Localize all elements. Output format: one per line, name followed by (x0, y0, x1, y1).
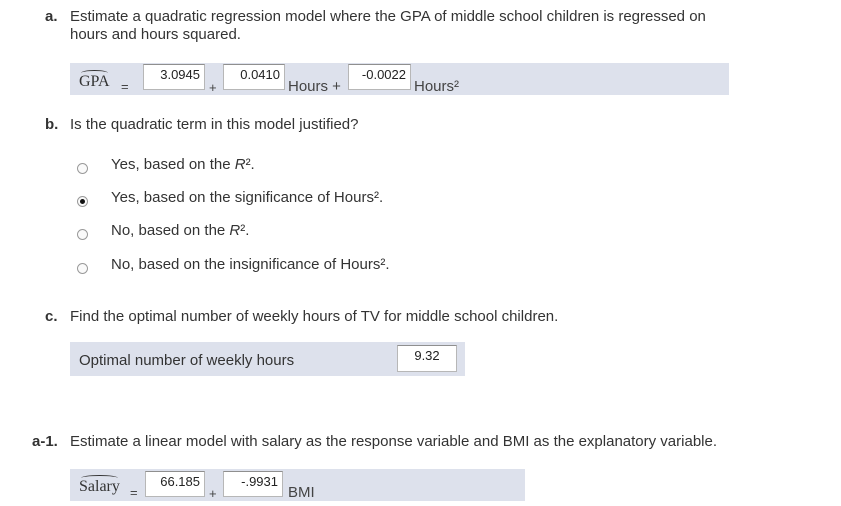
radio-no-r-squared[interactable] (77, 229, 88, 240)
equals-sign-a1: = (130, 485, 138, 500)
bmi-coefficient-input[interactable]: -.9931 (223, 471, 283, 497)
option-yes-significance: Yes, based on the significance of Hours². (111, 189, 384, 206)
salary-intercept-input[interactable]: 66.185 (145, 471, 205, 497)
question-a-text-line1: Estimate a quadratic regression model where the GPA of middle school children is regressed on (70, 8, 706, 25)
radio-no-insignificance[interactable] (77, 263, 88, 274)
hours-squared-coefficient-input[interactable]: -0.0022 (348, 64, 411, 90)
radio-yes-r-squared[interactable] (77, 163, 88, 174)
bmi-term-label: BMI (288, 484, 315, 501)
hours-coefficient-input[interactable]: 0.0410 (223, 64, 285, 90)
option-no-insignificance: No, based on the insignificance of Hours². (111, 256, 390, 273)
hours-term-label: Hours + (288, 78, 341, 95)
intercept-input[interactable]: 3.0945 (143, 64, 205, 90)
hours-squared-term-label: Hours² (414, 78, 460, 95)
question-b-text: Is the quadratic term in this model justified? (70, 116, 359, 133)
question-a-text-line2: hours and hours squared. (70, 26, 241, 43)
salary-hat-label: Salary (79, 478, 120, 495)
question-a1-text: Estimate a linear model with salary as the response variable and BMI as the explanatory variable. (70, 433, 717, 450)
equals-sign: = (121, 79, 129, 94)
option-yes-r-squared: Yes, based on the R². (111, 156, 255, 173)
radio-yes-significance[interactable] (77, 196, 88, 207)
question-c-text: Find the optimal number of weekly hours of TV for middle school children. (70, 308, 559, 325)
plus-sign-a1: + (209, 486, 217, 501)
question-a1-label: a-1. (32, 433, 58, 450)
question-c-label: c. (45, 308, 58, 325)
plus-sign: + (209, 80, 217, 95)
optimal-hours-label: Optimal number of weekly hours (79, 352, 295, 369)
question-b-label: b. (45, 116, 59, 133)
optimal-hours-input[interactable]: 9.32 (397, 345, 457, 372)
option-no-r-squared: No, based on the R². (111, 222, 250, 239)
question-a-label: a. (45, 8, 58, 25)
gpa-hat-label: GPA (79, 73, 110, 90)
